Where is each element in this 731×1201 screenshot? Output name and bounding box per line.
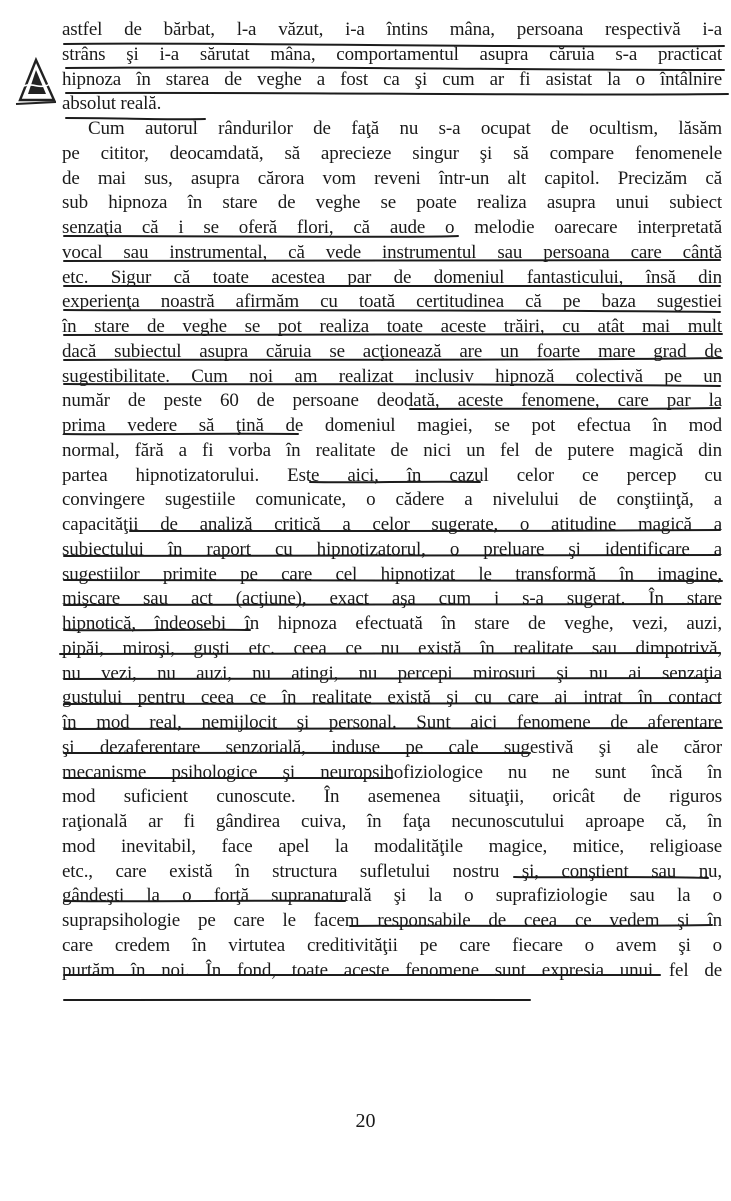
text-line: experienţa noastră afirmăm cu toată certitudinea că pe baza sugestiei — [62, 291, 722, 313]
text-line: etc. Sigur că toate acestea par de domeniul fantasticului, însă din — [62, 266, 722, 288]
text-line: nu vezi, nu auzi, nu atingi, nu percepi mirosuri şi nu ai senzaţia — [62, 662, 722, 684]
text-line: astfel de bărbat, l-a văzut, i-a întins mâna, persoana respectivă i-a — [62, 19, 722, 40]
text-line: mecanisme psihologice şi neuropsihofiziologice nu ne sunt încă în — [62, 761, 722, 783]
text-line: Cum autorul rândurilor de faţă nu s-a ocupat de ocultism, lăsăm — [88, 118, 722, 139]
text-line: absolut reală. — [62, 93, 162, 115]
text-line: subiectului în raport cu hipnotizatorul, o preluare şi identificare a — [62, 538, 722, 560]
text-line: care credem în virtutea creditivităţii pe care fiecare o avem şi o — [62, 934, 722, 956]
text-line: de mai sus, asupra cărora vom reveni într-un alt capitol. Precizăm că — [62, 167, 722, 189]
text-line: mod inevitabil, face apel la modalităţile magice, mitice, religioase — [62, 835, 722, 857]
text-line: mişcare sau act (acţiune), exact aşa cum i s-a sugerat. În stare — [62, 588, 722, 610]
text-line: hipnoza în starea de veghe a fost ca şi cum ar fi asistat la o întâlnire — [62, 68, 722, 90]
text-line: şi dezaferentare senzorială, induse pe cale sugestivă şi ale căror — [62, 736, 722, 758]
text-line: dacă subiectul asupra căruia se acţionează are un foarte mare grad de — [62, 340, 722, 362]
text-line: sugestiilor primite pe care cel hipnotizat le transformă în imagine, — [62, 563, 722, 585]
text-line: în mod real, nemijlocit şi personal. Sunt aici fenomene de aferentare — [62, 712, 722, 733]
text-line: purtăm în noi. În fond, toate aceste fenomene sunt expresia unui fel de — [62, 959, 722, 981]
text-line: raţională ar fi gândirea cuiva, în faţa necunoscutului aproape că, în — [62, 811, 722, 832]
text-line: normal, fără a fi vorba în realitate de nici un fel de putere magică din — [62, 439, 722, 461]
text-line: gustului pentru ceea ce în realitate există şi cu care ai intrat în contact — [62, 687, 722, 709]
text-line: prima vedere să ţină de domeniul magiei, se pot efectua în mod — [62, 415, 722, 436]
page-body — [62, 18, 722, 983]
text-line: sugestibilitate. Cum noi am realizat inclusiv hipnoză colectivă pe un — [62, 365, 722, 387]
margin-triangle-icon — [14, 56, 58, 108]
text-line: etc., care există în structura sufletului nostru şi, conştient sau nu, — [62, 860, 722, 882]
text-line: suprapsihologie pe care le facem responsabile de ceea ce vedem şi în — [62, 910, 722, 931]
text-line: mod suficient cunoscute. În asemenea situaţii, oricât de riguros — [62, 786, 722, 808]
text-line: partea hipnotizatorului. Este aici, în cazul celor ce percep cu — [62, 464, 722, 486]
text-line: sub hipnoza în stare de veghe se poate realiza asupra unui subiect — [62, 192, 722, 214]
text-line: pipăi, miroşi, guşti etc. ceea ce nu există în realitate sau dimpotrivă, — [62, 637, 722, 659]
text-line: capacităţii de analiză critică a celor sugerate, o atitudine magică a — [62, 514, 722, 535]
text-line: număr de peste 60 de persoane deodată, aceste fenomene, care par la — [62, 390, 722, 412]
text-line: în stare de veghe se pot realiza toate aceste trăiri, cu atât mai mult — [62, 316, 722, 337]
text-line: senzaţia că i se oferă flori, că aude o melodie oarecare interpretată — [62, 217, 722, 238]
text-line: strâns şi i-a sărutat mâna, comportamentul asupra căruia s-a practicat — [62, 43, 722, 65]
text-line: pe cititor, deocamdată, să aprecieze singur şi să compare fenomenele — [62, 142, 722, 164]
text-line: hipnotică, îndeosebi în hipnoza efectuată în stare de veghe, vezi, auzi, — [62, 613, 722, 634]
page-number: 20 — [355, 1110, 376, 1132]
text-line: vocal sau instrumental, că vede instrumentul sau persoana care cântă — [62, 241, 722, 263]
text-line: gândeşti la o forţă supranaturală şi la o suprafiziologie sau la o — [62, 885, 722, 907]
text-line: convingere sugestiile comunicate, o cădere a nivelului de conştiinţă, a — [62, 489, 722, 511]
